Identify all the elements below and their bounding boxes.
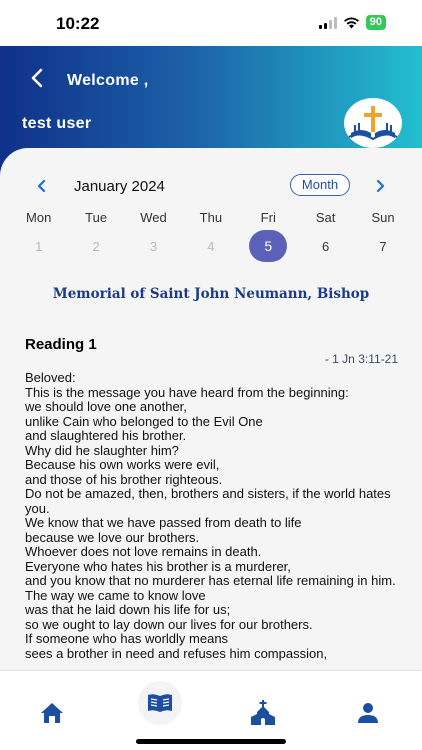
status-time: 10:22	[56, 14, 100, 33]
reading-line: Beloved:	[25, 371, 76, 385]
reading-line: and slaughtered his brother.	[25, 429, 187, 443]
weekday-label: Wed	[140, 210, 167, 225]
battery-icon: 90	[366, 15, 386, 30]
reading-text	[25, 371, 405, 661]
reading-line: Because his own works were evil,	[25, 458, 220, 472]
back-button[interactable]	[26, 66, 50, 90]
selected-day-label: 5	[249, 230, 287, 262]
reading-line: The way we came to know love	[25, 588, 206, 603]
reading-reference: - 1 Jn 3:11-21	[324, 352, 398, 366]
reading-line: This is the message you have heard from the beginning:	[25, 385, 349, 400]
prev-month-button[interactable]	[34, 176, 50, 196]
cross-book-icon	[347, 103, 399, 143]
content-panel	[0, 148, 422, 670]
calendar-day[interactable]: 7	[379, 238, 387, 254]
bottom-nav	[0, 670, 422, 750]
status-bar	[0, 0, 422, 46]
nav-church[interactable]	[249, 699, 277, 727]
profile-icon	[356, 701, 380, 725]
home-icon	[39, 701, 65, 725]
reading-line: and you know that no murderer has eternal life remaining in him.	[25, 574, 396, 588]
weekday-label: Thu	[199, 210, 223, 225]
next-month-button[interactable]	[372, 176, 388, 196]
status-icons	[319, 15, 386, 30]
day-row	[10, 230, 412, 262]
app-logo	[344, 98, 402, 148]
reading-line: sees a brother in need and refuses him compassion,	[25, 646, 328, 661]
nav-profile[interactable]	[354, 699, 382, 727]
reading-line: We know that we have passed from death to life	[25, 516, 302, 530]
feast-title: Memorial of Saint John Neumann, Bishop	[52, 286, 370, 302]
calendar-header	[0, 176, 422, 198]
reading-line: because we love our brothers.	[25, 530, 200, 545]
reading-line: so we ought to lay down our lives for our brothers.	[25, 617, 313, 632]
calendar-day-selected[interactable]	[240, 230, 297, 262]
weekday-label: Tue	[85, 210, 108, 225]
cellular-signal-icon	[319, 17, 337, 29]
reading-line: we should love one another,	[25, 400, 187, 414]
calendar-day[interactable]: 1	[35, 238, 43, 254]
weekday-label: Sat	[315, 210, 336, 225]
welcome-text: Welcome ,	[67, 72, 149, 89]
book-icon	[146, 692, 174, 714]
reading-line: Why did he slaughter him?	[25, 443, 179, 458]
reading-line: was that he laid down his life for us;	[25, 603, 231, 617]
weekday-label: Fri	[260, 210, 276, 225]
view-mode-button[interactable]: Month	[290, 174, 350, 196]
reading-line: Do not be amazed, then, brothers and sisters, if the world hates you.	[25, 487, 391, 516]
month-label: January 2024	[74, 178, 165, 195]
calendar-day[interactable]: 6	[322, 238, 330, 254]
reading-line: unlike Cain who belonged to the Evil One	[25, 414, 263, 429]
wifi-icon	[343, 17, 360, 29]
weekday-row	[10, 210, 412, 225]
church-icon	[249, 700, 277, 726]
nav-readings[interactable]	[138, 681, 182, 725]
reading-title: Reading 1	[25, 336, 97, 353]
calendar-day[interactable]: 3	[149, 238, 158, 254]
reading-line: and those of his brother righteous.	[25, 472, 223, 487]
reading-line: Everyone who hates his brother is a murderer,	[25, 559, 291, 574]
username: test user	[22, 115, 92, 132]
calendar-day[interactable]: 4	[207, 238, 215, 254]
weekday-label: Mon	[26, 210, 52, 225]
reading-line: Whoever does not love remains in death.	[25, 545, 262, 559]
reading-line: If someone who has worldly means	[25, 632, 229, 646]
calendar-day[interactable]: 2	[92, 238, 100, 254]
home-indicator	[136, 739, 286, 744]
nav-home[interactable]	[38, 699, 66, 727]
weekday-label: Sun	[371, 210, 395, 225]
